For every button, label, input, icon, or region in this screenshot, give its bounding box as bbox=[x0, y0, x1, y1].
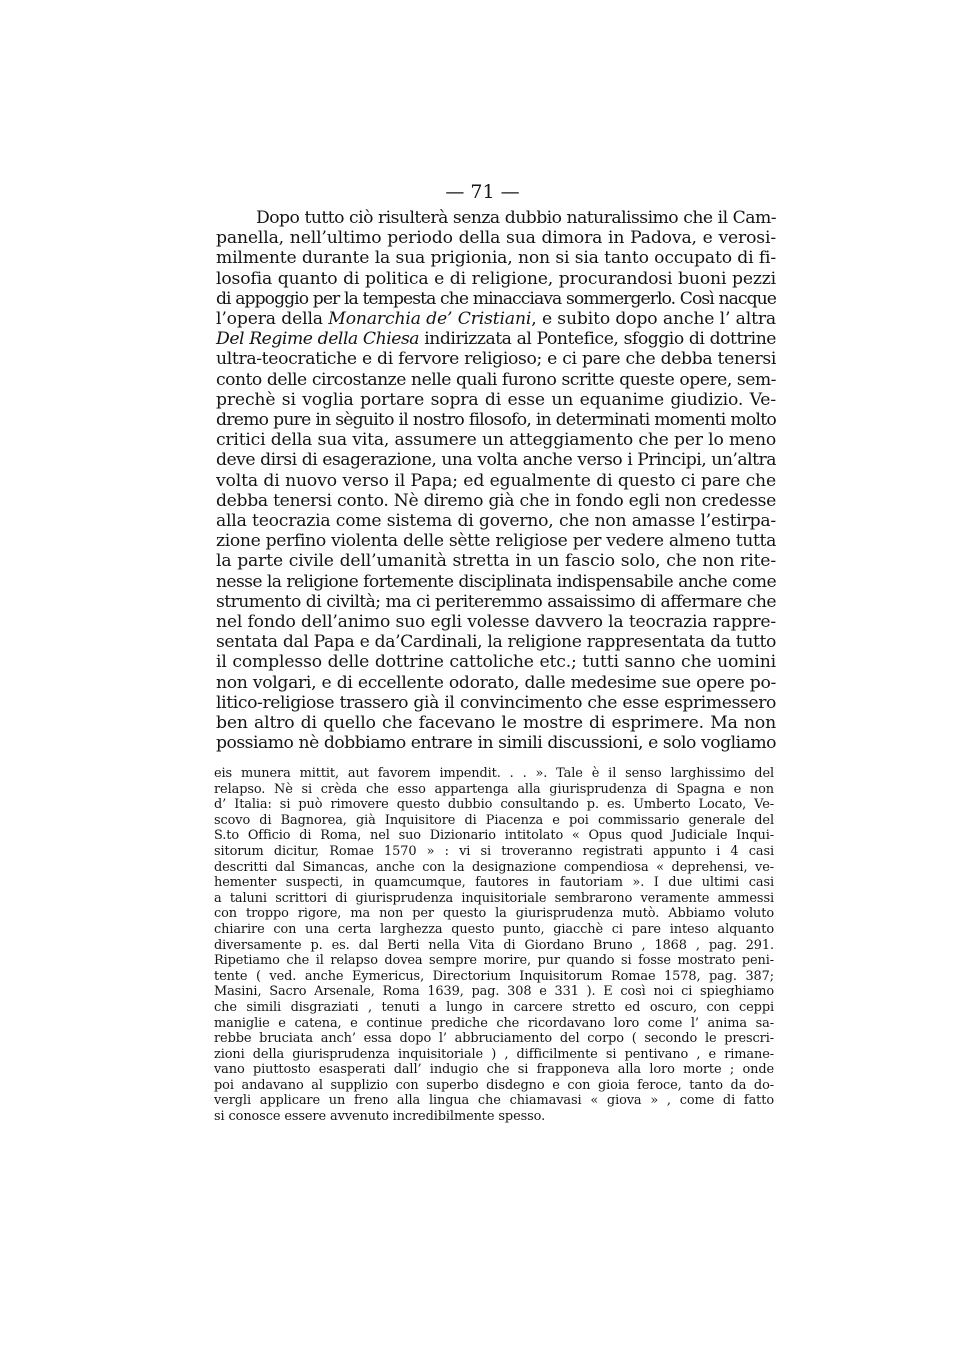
body-line: prechè si voglia portare sopra di esse un equanime giudizio. Ve- bbox=[216, 389, 776, 410]
footnote-line: S.to Officio di Roma, nel suo Dizionario intitolato « Opus quod Judiciale Inqui- bbox=[214, 828, 774, 844]
footnote-line: eis munera mittit, aut favorem impendit. . . ». Tale è il senso larghissimo del bbox=[214, 766, 774, 781]
body-line: milmente durante la sua prigionia, non si sia tanto occupato di fi- bbox=[216, 248, 776, 269]
body-line: panella, nell’ultimo periodo della sua dimora in Padova, e verosi- bbox=[216, 228, 776, 249]
body-line: dremo pure in sèguito il nostro filosofo, in determinati momenti molto bbox=[216, 410, 776, 431]
footnote-line: d’ Italia: si può rimovere questo dubbio consultando p. es. Umberto Locato, Ve- bbox=[214, 797, 774, 813]
page-number: — 71 — bbox=[445, 181, 520, 203]
footnote-line: rebbe bruciata anch’ essa dopo l’ abbruciamento del corpo ( secondo le prescri- bbox=[214, 1031, 774, 1047]
footnote-line: Ripetiamo che il relapso dovea sempre morire, pur quando si fosse mostrato peni- bbox=[214, 953, 774, 969]
footnote-line: hementer suspecti, in quamcumque, fautores in fautoriam ». I due ultimi casi bbox=[214, 875, 774, 891]
body-line: strumento di civiltà; ma ci periteremmo assaissimo di affermare che bbox=[216, 591, 776, 612]
footnote-line: con troppo rigore, ma non per questo la giurisprudenza mutò. Abbiamo voluto bbox=[214, 906, 774, 922]
book-title: Monarchia de’ Cristiani bbox=[328, 309, 532, 330]
body-line: nel fondo dell’animo suo egli volesse davvero la teocrazia rappre- bbox=[216, 612, 776, 633]
body-line: deve dirsi di esagerazione, una volta anche verso i Principi, un’altra bbox=[216, 450, 776, 471]
body-line-with-italic-title: Del Regime della Chiesa indirizzata al Pontefice, sfoggio di dottrine bbox=[216, 329, 777, 350]
footnote-line: relapso. Nè si crèda che esso appartenga alla giurisprudenza di Spagna e non bbox=[214, 781, 774, 797]
main-body-text bbox=[216, 208, 776, 753]
footnote-line: poi andavano al supplizio con superbo disdegno e con gioia feroce, tanto da do- bbox=[214, 1077, 774, 1093]
body-line: ben altro di quello che facevano le mostre di esprimere. Ma non bbox=[216, 713, 776, 734]
body-line: di appoggio per la tempesta che minacciava sommergerlo. Così nacque bbox=[216, 288, 776, 309]
footnote-line: zioni della giurisprudenza inquisitoriale ) , difficilmente si pentivano , e rimane- bbox=[214, 1046, 774, 1062]
footnote-line: vano piuttosto esasperati dall’ indugio che si frapponeva alla loro morte ; onde bbox=[214, 1062, 774, 1078]
footnote-line: scovo di Bagnorea, già Inquisitore di Piacenza e poi commissario generale del bbox=[214, 812, 774, 828]
body-line: zione perfino violenta delle sètte religiose per vedere almeno tutta bbox=[216, 531, 776, 552]
body-line: nesse la religione fortemente disciplinata indispensabile anche come bbox=[216, 571, 776, 592]
footnote-text bbox=[214, 766, 774, 1125]
body-line: debba tenersi conto. Nè diremo già che in fondo egli non credesse bbox=[216, 490, 776, 511]
body-line: non volgari, e di eccellente odorato, dalle medesime sue opere po- bbox=[216, 672, 776, 693]
body-line: critici della sua vita, assumere un atteggiamento che per lo meno bbox=[216, 430, 776, 451]
body-line-with-italic-title: l’opera della Monarchia de’ Cristiani, e subito dopo anche l’ altra bbox=[216, 309, 777, 330]
footnote-line: tente ( ved. anche Eymericus, Directorium Inquisitorum Romae 1578, pag. 387; bbox=[214, 968, 774, 984]
footnote-line: diversamente p. es. dal Berti nella Vita di Giordano Bruno , 1868 , pag. 291. bbox=[214, 937, 774, 953]
footnote-line: sitorum dicitur, Romae 1570 » : vi si troveranno registrati appunto i 4 casi bbox=[214, 843, 774, 859]
body-line: alla teocrazia come sistema di governo, che non amasse l’estirpa- bbox=[216, 511, 776, 532]
body-line: volta di nuovo verso il Papa; ed egualmente di questo ci pare che bbox=[216, 470, 776, 491]
body-line: possiamo nè dobbiamo entrare in simili discussioni, e solo vogliamo bbox=[216, 733, 776, 754]
footnote-line: descritti dal Simancas, anche con la designazione compendiosa « deprehensi, ve- bbox=[214, 859, 774, 875]
body-line: sentata dal Papa e da’Cardinali, la religione rappresentata da tutto bbox=[216, 632, 776, 653]
footnote-line: maniglie e catena, e continue prediche che ricordavano loro come l’ anima sa- bbox=[214, 1015, 774, 1031]
book-title: Del Regime della Chiesa bbox=[216, 329, 420, 350]
footnote-line: che simili disgraziati , tenuti a lungo in carcere stretto ed oscuro, con ceppi bbox=[214, 999, 774, 1015]
body-line: ultra-teocratiche e di fervore religioso; e ci pare che debba tenersi bbox=[216, 349, 776, 370]
footnote-line: si conosce essere avvenuto incredibilmente spesso. bbox=[214, 1109, 546, 1125]
footnote-line: Masini, Sacro Arsenale, Roma 1639, pag. 308 e 331 ). E così noi ci spieghiamo bbox=[214, 984, 774, 1000]
body-line: Dopo tutto ciò risulterà senza dubbio naturalissimo che il Cam- bbox=[256, 208, 776, 228]
footnote-line: chiarire con una certa larghezza questo punto, giacchè ci pare inteso alquanto bbox=[214, 921, 774, 937]
body-line: la parte civile dell’umanità stretta in un fascio solo, che non rite- bbox=[216, 551, 776, 572]
body-line: conto delle circostanze nelle quali furono scritte queste opere, sem- bbox=[216, 369, 776, 390]
body-line: il complesso delle dottrine cattoliche etc.; tutti sanno che uomini bbox=[216, 652, 776, 673]
body-line: losofia quanto di politica e di religione, procurandosi buoni pezzi bbox=[216, 268, 776, 289]
footnote-line: a taluni scrittori di giurisprudenza inquisitoriale sembrarono veramente ammessi bbox=[214, 890, 774, 906]
footnote-line: vergli applicare un freno alla lingua che chiamavasi « giova » , come di fatto bbox=[214, 1093, 774, 1109]
body-line: litico-religiose trassero già il convincimento che esse esprimessero bbox=[216, 692, 776, 713]
